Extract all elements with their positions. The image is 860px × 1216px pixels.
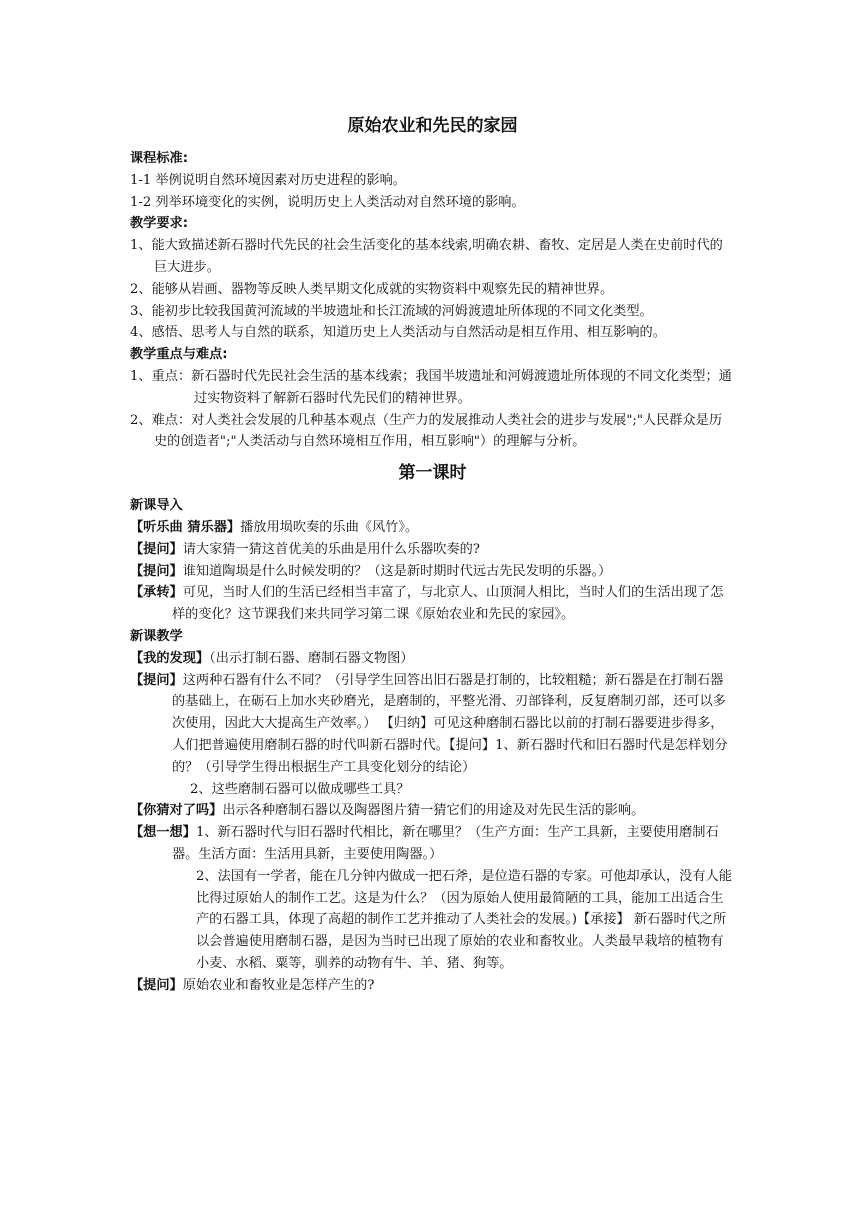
teaching-tag: 【想一想】 [130,825,196,841]
requirement-item: 1、能大致描述新石器时代先民的社会生活变化的基本线索,明确农耕、畜牧、定居是人类在史前时代的巨大进步。 [130,238,723,275]
teaching-text: 1、新石器时代与旧石器时代相比，新在哪里？（生产方面：生产工具新，主要使用磨制石器。生活方面：生活用具新，主要使用陶器。） [172,825,719,862]
intro-heading: 新课导入 [130,498,183,514]
document-title: 原始农业和先民的家园 [347,116,518,136]
teaching-tag: 【我的发现】 [130,650,210,666]
teaching-text: 出示各种磨制石器以及陶器图片猜一猜它们的用途及对先民生活的影响。 [222,803,645,819]
requirement-item: 4、感悟、思考人与自然的联系，知道历史上人类活动与自然活动是相互作用、相互影响的。 [130,325,666,341]
teaching-text: 这两种石器有什么不同？（引导学生回答出旧石器是打制的，比较粗糙；新石器是在打制石器的基础上，在砺石上加水夹砂磨光，是磨制的，平整光滑、刃部锋利，反复磨制刃部，还可以多次使用，因此大大提高生产效率。） 【归纳】可见这种磨制石器比以前的打制石器要进步得多，人们把普遍使用磨制石器的时代叫新石器时代。【提问】1、新石器时代和旧石器时代是怎样划分的？（引导学生得出根据生产工具变化划分的结论） [172,672,728,775]
intro-text: 请大家猜一猜这首优美的乐曲是用什么乐器吹奏的? [182,541,480,557]
requirement-item: 3、能初步比较我国黄河流域的半坡遗址和长江流域的河姆渡遗址所体现的不同文化类型。 [130,303,653,319]
intro-tag: 【提问】 [130,563,183,579]
teaching-tag: 【提问】 [130,672,183,688]
teaching-text: 2、法国有一学者，能在几分钟内做成一把石斧，是位造石器的专家。可他却承认，没有人能比得过原始人的制作工艺。这是为什么？（因为原始人使用最简陋的工具，能加工出适合生产的石器工具，体现了高超的制作工艺并推动了人类社会的发展。)【承接】 新石器时代之所以会普遍使用磨制石器，是因为当时已出现了原始的农业和畜牧业。人类最早栽培的植物有小麦、水稻、粟等，驯养的动物有牛、羊、猪、狗等。 [196,868,732,971]
standard-item: 1-2 列举环境变化的实例，说明历史上人类活动对自然环境的影响。 [130,194,525,210]
key-points-heading: 教学重点与难点: [130,347,228,363]
requirement-item: 2、能够从岩画、器物等反映人类早期文化成就的实物资料中观察先民的精神世界。 [130,281,614,297]
teaching-tag: 【你猜对了吗】 [130,803,223,819]
intro-text: 可见，当时人们的生活已经相当丰富了，与北京人、山顶洞人相比，当时人们的生活出现了怎样的变化？这节课我们来共同学习第二课《原始农业和先民的家园》。 [172,585,724,623]
teaching-text: 原始农业和畜牧业是怎样产生的? [182,977,375,993]
intro-text: 谁知道陶埙是什么时候发明的？（这是新时期时代远古先民发明的乐器。） [182,563,612,579]
requirements-heading: 教学要求: [130,216,189,232]
intro-text: 播放用埙吹奏的乐曲《风竹》。 [240,519,419,535]
intro-tag: 【听乐曲 猜乐器】 [130,519,241,535]
teaching-heading: 新课教学 [130,628,183,644]
intro-tag: 【提问】 [130,541,183,557]
standards-heading: 课程标准: [130,151,189,166]
teaching-text: （出示打制石器、磨制石器文物图） [209,650,414,666]
key-point-item: 1、重点：新石器时代先民社会生活的基本线索；我国半坡遗址和河姆渡遗址所体现的不同文化类型；通过实物资料了解新石器时代先民们的精神世界。 [130,368,732,406]
teaching-tag: 【提问】 [130,977,183,993]
key-point-item: 2、难点：对人类社会发展的几种基本观点（生产力的发展推动人类社会的进步与发展";"人民群众是历史的创造者";"人类活动与自然环境相互作用，相互影响"）的理解与分析。 [130,412,723,450]
teaching-text: 2、这些磨制石器可以做成哪些工具？ [190,781,410,797]
lesson-title: 第一课时 [398,463,467,484]
standard-item: 1-1 举例说明自然环境因素对历史进程的影响。 [130,172,406,188]
intro-tag: 【承转】 [130,585,183,601]
document-page [130,112,735,996]
